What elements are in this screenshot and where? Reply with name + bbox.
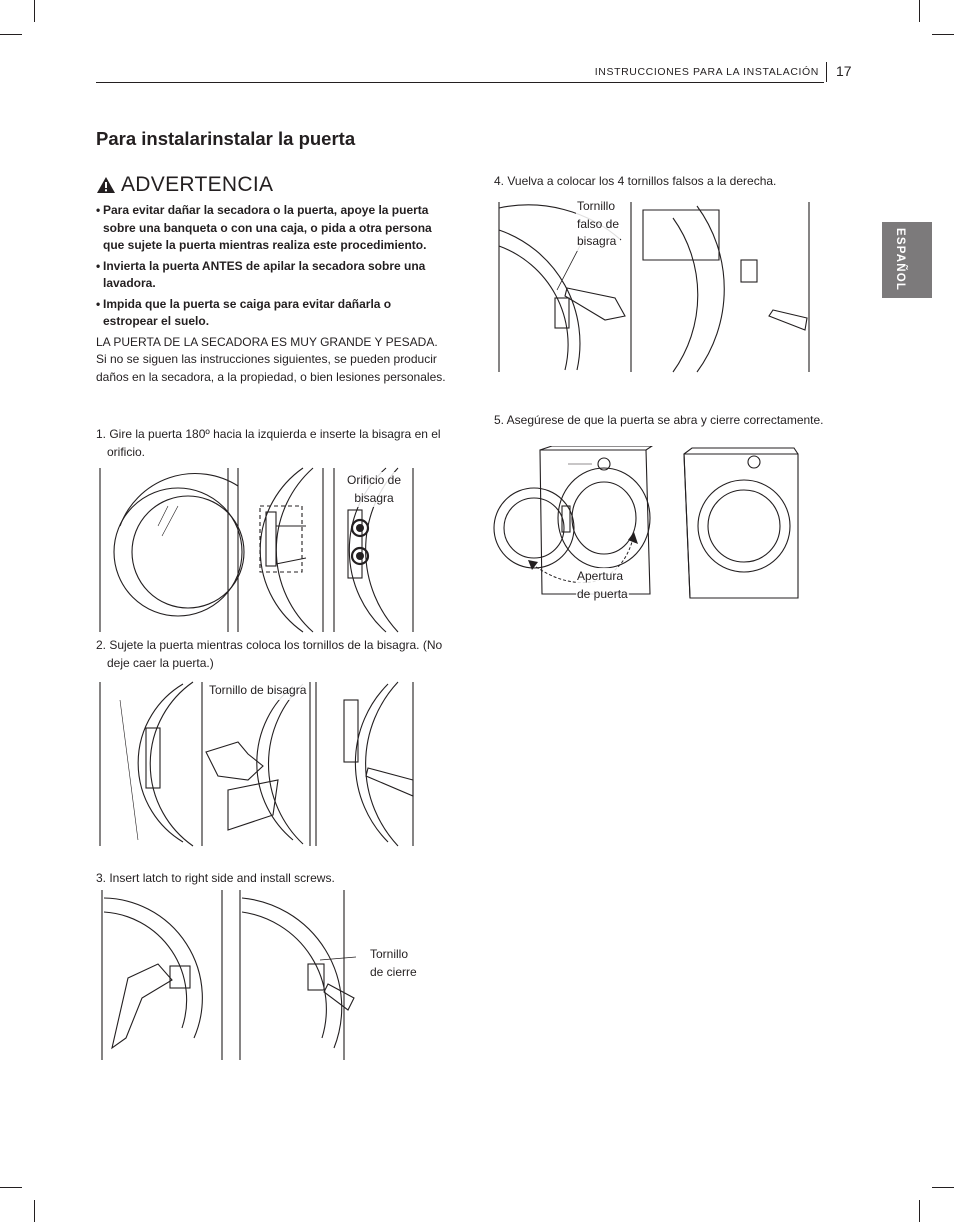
- step-4-figure: [497, 200, 811, 376]
- callout-hinge-hole: Orificio de bisagra: [344, 472, 404, 507]
- callout-latch-screw: Tornillo de cierre: [369, 946, 418, 981]
- callout-fake-screw: Tornillo falso de bisagra: [576, 198, 620, 251]
- crop-mark: [932, 34, 954, 35]
- crop-mark: [919, 0, 920, 22]
- step-2-figure: [98, 680, 416, 848]
- header-divider: [826, 62, 827, 82]
- step-1-text: 1. Gire la puerta 180º hacia la izquierda e inserte la bisagra en el orificio.: [96, 427, 441, 459]
- crop-mark: [919, 1200, 920, 1222]
- language-tab: [882, 222, 932, 298]
- language-tab-label: ESPAÑOL: [894, 228, 906, 292]
- callout-door-opening: Apertura de puerta: [576, 568, 629, 603]
- step-3-figure: [98, 888, 356, 1062]
- step-3-text: 3. Insert latch to right side and install screws.: [96, 871, 335, 885]
- page-number: 17: [836, 63, 852, 79]
- step-5-text: 5. Asegúrese de que la puerta se abra y cierre correctamente.: [494, 413, 824, 427]
- warning-heading: [96, 172, 446, 198]
- crop-mark: [0, 1187, 22, 1188]
- warning-note: LA PUERTA DE LA SECADORA ES MUY GRANDE Y PESADA. Si no se siguen las instrucciones siguientes, se pueden producir daños en la secadora, a la propiedad, o bien lesiones personales.: [96, 334, 446, 384]
- crop-mark: [932, 1187, 954, 1188]
- warning-title: ADVERTENCIA: [121, 173, 274, 196]
- running-header: INSTRUCCIONES PARA LA INSTALACIÓN: [594, 66, 819, 78]
- crop-mark: [0, 34, 22, 35]
- warning-item: • Para evitar dañar la secadora o la puerta, apoye la puerta sobre una banqueta o con una caja, o pida a otra persona que sujete la puerta mientras realiza este procedimiento.: [96, 203, 432, 252]
- section-title: Para instalarinstalar la puerta: [96, 128, 356, 149]
- warning-triangle-icon: [96, 176, 116, 194]
- crop-mark: [34, 1200, 35, 1222]
- header-rule: [96, 82, 824, 83]
- callout-hinge-screw: Tornillo de bisagra: [208, 682, 307, 700]
- warning-list: [96, 202, 446, 331]
- warning-box: [96, 172, 446, 386]
- warning-item: • Impida que la puerta se caiga para evitar dañarla o estropear el suelo.: [96, 296, 392, 328]
- step-4-text: 4. Vuelva a colocar los 4 tornillos falsos a la derecha.: [494, 174, 777, 188]
- step-2-text: 2. Sujete la puerta mientras coloca los tornillos de la bisagra. (No deje caer la puerta.): [96, 638, 443, 670]
- warning-item: • Invierta la puerta ANTES de apilar la secadora sobre una lavadora.: [96, 258, 426, 290]
- crop-mark: [34, 0, 35, 22]
- step-5-figure: [492, 446, 804, 606]
